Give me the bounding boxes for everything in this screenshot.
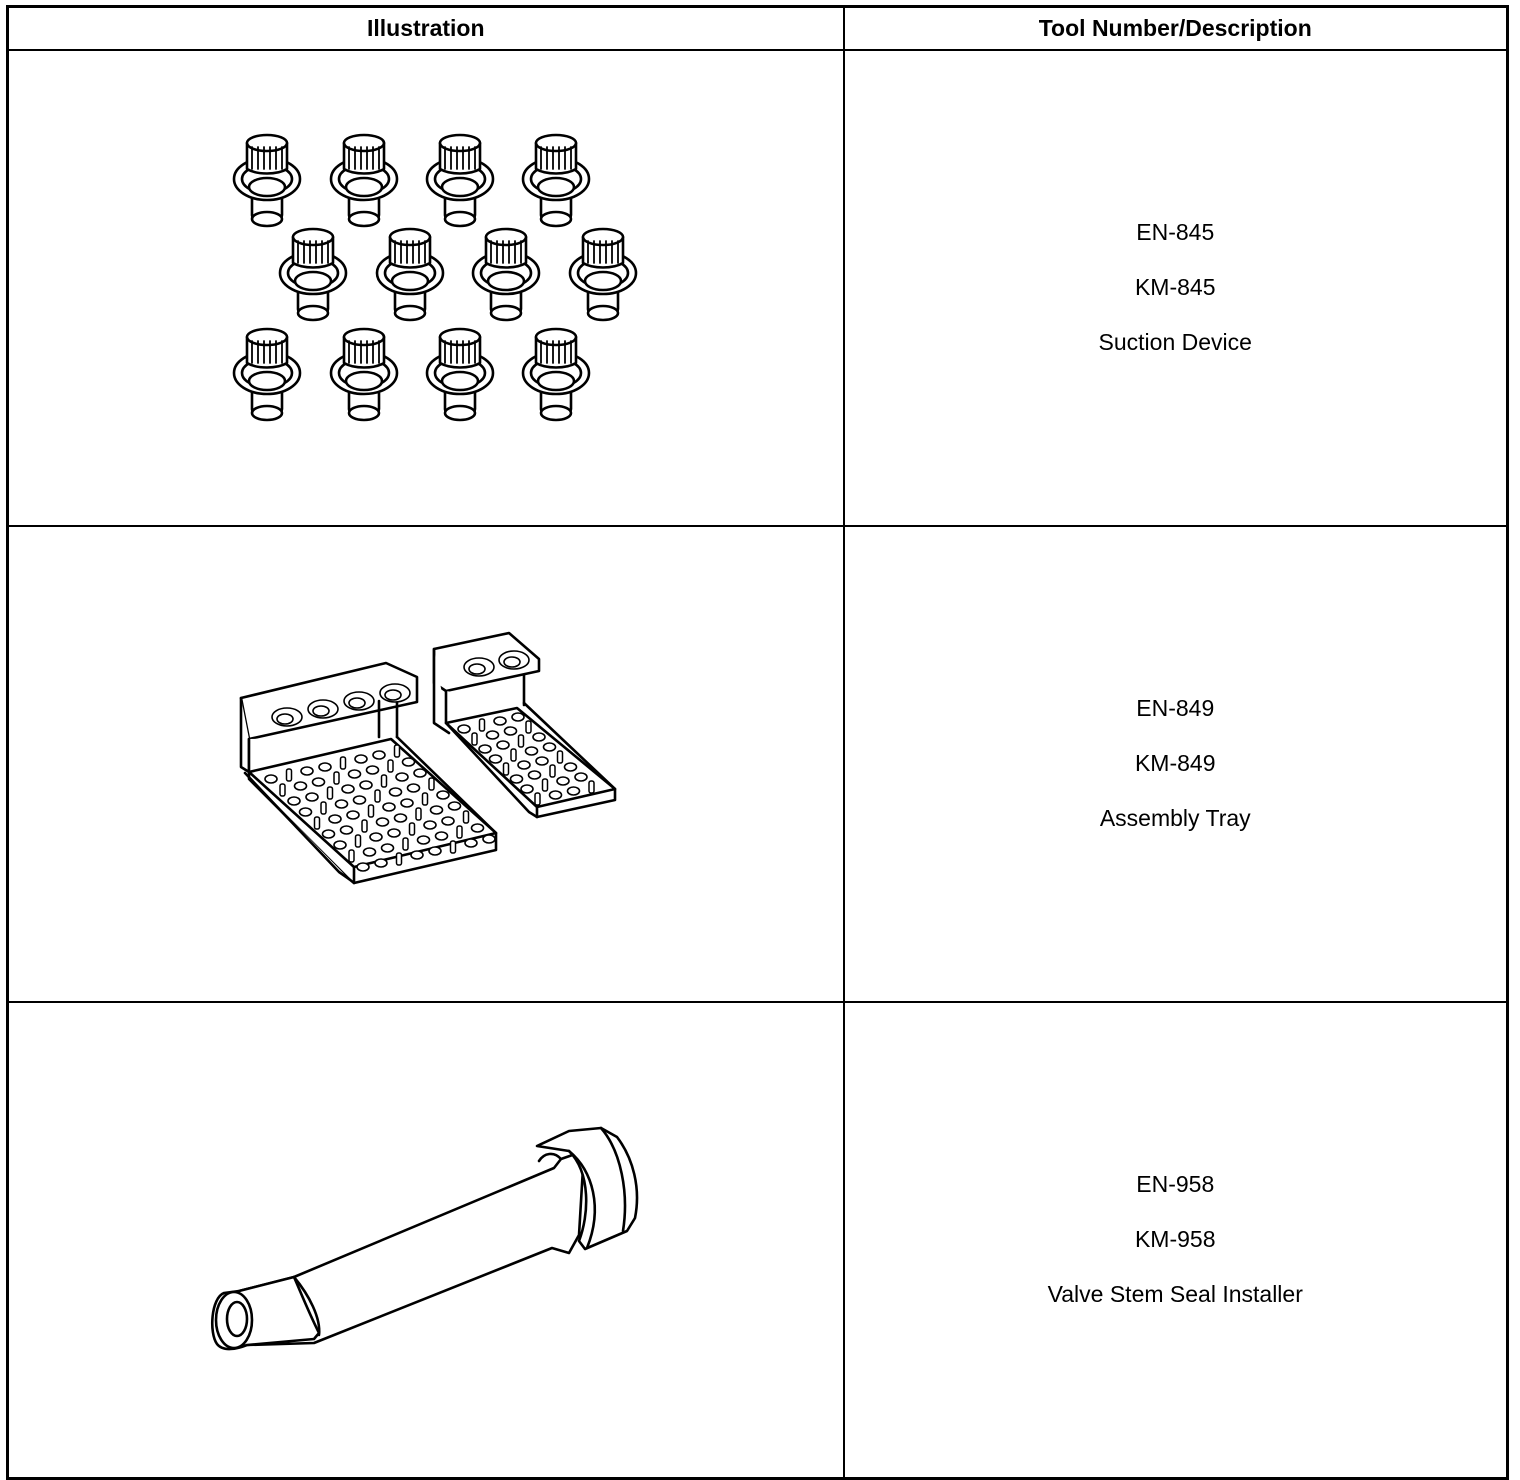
suction-cup	[234, 329, 300, 420]
suction-cup	[473, 229, 539, 320]
suction-cup	[427, 135, 493, 226]
suction-cup	[427, 329, 493, 420]
tool-number-km: KM-845	[1134, 274, 1216, 300]
suction-device-icon	[9, 51, 845, 525]
suction-cup	[234, 135, 300, 226]
header-illustration: Illustration	[8, 7, 844, 50]
tool-description: Valve Stem Seal Installer	[1047, 1281, 1303, 1307]
tool-description-cell	[844, 1002, 1508, 1479]
header-tool-number-description: Tool Number/Description	[844, 7, 1508, 50]
suction-cup	[331, 135, 397, 226]
table-row	[8, 526, 1508, 1002]
assembly-tray-icon	[9, 527, 845, 1001]
table-row	[8, 50, 1508, 526]
suction-cup	[331, 329, 397, 420]
special-tools-table	[6, 5, 1509, 1480]
suction-cup	[523, 135, 589, 226]
tool-description-cell	[844, 50, 1508, 526]
tool-number-en: EN-845	[1136, 219, 1215, 245]
tool-number-km: KM-849	[1134, 750, 1216, 776]
tool-number-en: EN-849	[1136, 695, 1215, 721]
valve-stem-seal-installer-icon	[9, 1003, 845, 1477]
suction-cup	[280, 229, 346, 320]
illustration-cell	[8, 526, 844, 1002]
tool-description: Assembly Tray	[1099, 805, 1251, 831]
suction-cup	[523, 329, 589, 420]
tool-description-cell	[844, 526, 1508, 1002]
suction-cup	[570, 229, 636, 320]
tool-description: Suction Device	[1098, 329, 1252, 355]
suction-cup	[377, 229, 443, 320]
illustration-cell	[8, 50, 844, 526]
illustration-cell	[8, 1002, 844, 1479]
tool-number-en: EN-958	[1136, 1171, 1215, 1197]
table-row	[8, 1002, 1508, 1479]
small-tray	[434, 633, 615, 817]
tool-number-km: KM-958	[1134, 1226, 1216, 1252]
table-header-row	[8, 7, 1508, 50]
